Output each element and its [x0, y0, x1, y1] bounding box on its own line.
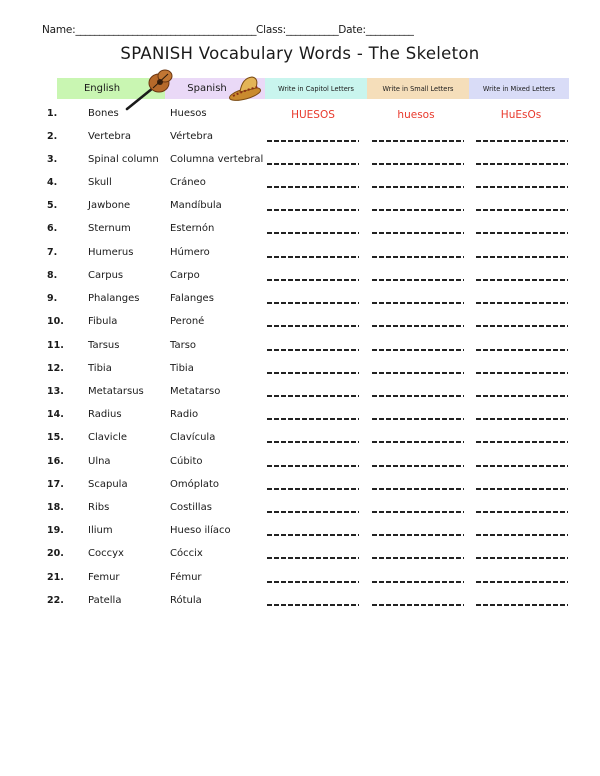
vocab-row	[0, 154, 600, 170]
capital-answer-blank[interactable]	[267, 604, 359, 606]
english-word: Femur	[88, 572, 120, 583]
small-answer-blank[interactable]	[372, 441, 464, 443]
capital-answer-blank[interactable]	[267, 279, 359, 281]
mixed-answer-blank[interactable]	[476, 372, 568, 374]
english-word: Radius	[88, 409, 122, 420]
spanish-word: Radio	[170, 409, 199, 420]
capital-answer-blank[interactable]	[267, 557, 359, 559]
mixed-answer-blank[interactable]	[476, 581, 568, 583]
row-number: 16.	[47, 456, 64, 467]
row-number: 1.	[47, 108, 58, 119]
mixed-answer-blank[interactable]	[476, 534, 568, 536]
row-number: 13.	[47, 386, 64, 397]
vocab-row	[0, 270, 600, 286]
capital-answer-blank[interactable]	[267, 511, 359, 513]
small-answer-blank[interactable]	[372, 604, 464, 606]
row-number: 5.	[47, 200, 58, 211]
row-number: 10.	[47, 316, 64, 327]
example-mixed: HuEsOs	[500, 109, 542, 121]
capital-answer-blank[interactable]	[267, 256, 359, 258]
english-word: Carpus	[88, 270, 124, 281]
row-number: 19.	[47, 525, 64, 536]
english-word: Tarsus	[88, 340, 120, 351]
vocab-row	[0, 409, 600, 425]
mixed-answer-blank[interactable]	[476, 604, 568, 606]
mixed-answer-blank[interactable]	[476, 209, 568, 211]
capital-answer-blank[interactable]	[267, 232, 359, 234]
capital-answer-blank[interactable]	[267, 325, 359, 327]
spanish-word: Cráneo	[170, 177, 206, 188]
small-answer-blank[interactable]	[372, 163, 464, 165]
vocab-row	[0, 432, 600, 448]
vocab-row	[0, 293, 600, 309]
small-answer-blank[interactable]	[372, 418, 464, 420]
spanish-word: Cúbito	[170, 456, 203, 467]
spanish-word: Tibia	[170, 363, 194, 374]
mixed-answer-blank[interactable]	[476, 418, 568, 420]
guitar-icon	[123, 68, 173, 112]
capital-answer-blank[interactable]	[267, 372, 359, 374]
spanish-word: Vértebra	[170, 131, 213, 142]
spanish-word: Mandíbula	[170, 200, 222, 211]
vocab-row	[0, 548, 600, 564]
class-label: Class:	[256, 24, 286, 36]
capital-answer-blank[interactable]	[267, 534, 359, 536]
capital-answer-blank[interactable]	[267, 302, 359, 304]
row-number: 9.	[47, 293, 58, 304]
example-small: huesos	[397, 109, 435, 121]
mixed-answer-blank[interactable]	[476, 163, 568, 165]
row-number: 14.	[47, 409, 64, 420]
row-number: 4.	[47, 177, 58, 188]
spanish-word: Carpo	[170, 270, 200, 281]
mixed-answer-blank[interactable]	[476, 349, 568, 351]
spanish-word: Falanges	[170, 293, 214, 304]
small-answer-blank[interactable]	[372, 325, 464, 327]
vocab-row	[0, 223, 600, 239]
capital-answer-blank[interactable]	[267, 163, 359, 165]
english-word: Fibula	[88, 316, 118, 327]
english-word: Sternum	[88, 223, 131, 234]
small-answer-blank[interactable]	[372, 372, 464, 374]
english-word: Ilium	[88, 525, 113, 536]
small-answer-blank[interactable]	[372, 186, 464, 188]
small-answer-blank[interactable]	[372, 140, 464, 142]
english-word: Ulna	[88, 456, 111, 467]
mixed-answer-blank[interactable]	[476, 232, 568, 234]
small-answer-blank[interactable]	[372, 395, 464, 397]
column-header-mixed: Write in Mixed Letters	[469, 78, 569, 99]
row-number: 6.	[47, 223, 58, 234]
spanish-word: Costillas	[170, 502, 212, 513]
row-number: 3.	[47, 154, 58, 165]
mixed-answer-blank[interactable]	[476, 488, 568, 490]
vocab-row	[0, 595, 600, 611]
column-header-capital: Write in Capitol Letters	[265, 78, 367, 99]
capital-answer-blank[interactable]	[267, 186, 359, 188]
english-word: Jawbone	[88, 200, 131, 211]
vocab-row	[0, 572, 600, 588]
english-word: Coccyx	[88, 548, 124, 559]
english-word: Phalanges	[88, 293, 140, 304]
row-number: 15.	[47, 432, 64, 443]
small-answer-blank[interactable]	[372, 488, 464, 490]
english-word: Clavicle	[88, 432, 128, 443]
spanish-word: Hueso ilíaco	[170, 525, 231, 536]
mixed-answer-blank[interactable]	[476, 441, 568, 443]
capital-answer-blank[interactable]	[267, 581, 359, 583]
row-number: 20.	[47, 548, 64, 559]
spanish-word: Tarso	[170, 340, 197, 351]
capital-answer-blank[interactable]	[267, 209, 359, 211]
english-word: Skull	[88, 177, 112, 188]
mixed-answer-blank[interactable]	[476, 465, 568, 467]
name-label: Name:	[42, 24, 76, 36]
spanish-word: Cóccix	[170, 548, 203, 559]
spanish-word: Fémur	[170, 572, 202, 583]
mixed-answer-blank[interactable]	[476, 395, 568, 397]
row-number: 8.	[47, 270, 58, 281]
vocab-row	[0, 525, 600, 541]
small-answer-blank[interactable]	[372, 581, 464, 583]
mixed-answer-blank[interactable]	[476, 140, 568, 142]
row-number: 21.	[47, 572, 64, 583]
mixed-answer-blank[interactable]	[476, 325, 568, 327]
spanish-word: Esternón	[170, 223, 215, 234]
row-number: 22.	[47, 595, 64, 606]
small-answer-blank[interactable]	[372, 557, 464, 559]
vocab-row	[0, 316, 600, 332]
small-answer-blank[interactable]	[372, 302, 464, 304]
vocab-row	[0, 200, 600, 216]
column-header-small: Write in Small Letters	[367, 78, 469, 99]
english-word: Tibia	[88, 363, 112, 374]
mixed-answer-blank[interactable]	[476, 511, 568, 513]
capital-answer-blank[interactable]	[267, 488, 359, 490]
english-word: Spinal column	[88, 154, 159, 165]
sombrero-icon	[228, 72, 266, 102]
small-answer-blank[interactable]	[372, 279, 464, 281]
small-answer-blank[interactable]	[372, 349, 464, 351]
capital-answer-blank[interactable]	[267, 140, 359, 142]
page-title: SPANISH Vocabulary Words - The Skeleton	[120, 44, 480, 63]
capital-answer-blank[interactable]	[267, 441, 359, 443]
small-answer-blank[interactable]	[372, 256, 464, 258]
small-answer-blank[interactable]	[372, 511, 464, 513]
spanish-word: Metatarso	[170, 386, 221, 397]
capital-answer-blank[interactable]	[267, 349, 359, 351]
mixed-answer-blank[interactable]	[476, 256, 568, 258]
row-number: 2.	[47, 131, 58, 142]
small-answer-blank[interactable]	[372, 232, 464, 234]
vocab-row	[0, 502, 600, 518]
mixed-answer-blank[interactable]	[476, 557, 568, 559]
capital-answer-blank[interactable]	[267, 465, 359, 467]
vocab-row	[0, 131, 600, 147]
english-word: Patella	[88, 595, 122, 606]
date-field[interactable]: __________	[365, 24, 414, 36]
class-field[interactable]: ___________	[285, 24, 339, 36]
spanish-word: Clavícula	[170, 432, 216, 443]
small-answer-blank[interactable]	[372, 465, 464, 467]
column-header-spanish: Spanish	[165, 78, 265, 99]
vocab-row	[0, 479, 600, 495]
english-word: Scapula	[88, 479, 128, 490]
name-field[interactable]: ______________________________________	[75, 24, 257, 36]
vocab-row	[0, 456, 600, 472]
vocab-row	[0, 340, 600, 356]
mixed-answer-blank[interactable]	[476, 186, 568, 188]
row-number: 17.	[47, 479, 64, 490]
vocab-row	[0, 386, 600, 402]
vocab-row	[0, 177, 600, 193]
spanish-word: Peroné	[170, 316, 205, 327]
row-number: 18.	[47, 502, 64, 513]
row-number: 7.	[47, 247, 58, 258]
example-capital: HUESOS	[291, 109, 335, 121]
spanish-word: Huesos	[170, 108, 207, 119]
small-answer-blank[interactable]	[372, 534, 464, 536]
date-label: Date:	[338, 24, 366, 36]
english-word: Ribs	[88, 502, 110, 513]
mixed-answer-blank[interactable]	[476, 302, 568, 304]
spanish-word: Columna vertebral	[170, 154, 264, 165]
capital-answer-blank[interactable]	[267, 395, 359, 397]
small-answer-blank[interactable]	[372, 209, 464, 211]
row-number: 12.	[47, 363, 64, 374]
student-info-line	[42, 24, 572, 36]
vocab-row	[0, 247, 600, 263]
capital-answer-blank[interactable]	[267, 418, 359, 420]
english-word: Bones	[88, 108, 119, 119]
spanish-word: Omóplato	[170, 479, 220, 490]
vocab-row	[0, 108, 600, 124]
mixed-answer-blank[interactable]	[476, 279, 568, 281]
vocab-row	[0, 363, 600, 379]
spanish-word: Húmero	[170, 247, 210, 258]
english-word: Vertebra	[88, 131, 131, 142]
english-word: Humerus	[88, 247, 134, 258]
row-number: 11.	[47, 340, 64, 351]
column-header-english: English	[57, 78, 165, 99]
english-word: Metatarsus	[88, 386, 144, 397]
spanish-word: Rótula	[170, 595, 202, 606]
